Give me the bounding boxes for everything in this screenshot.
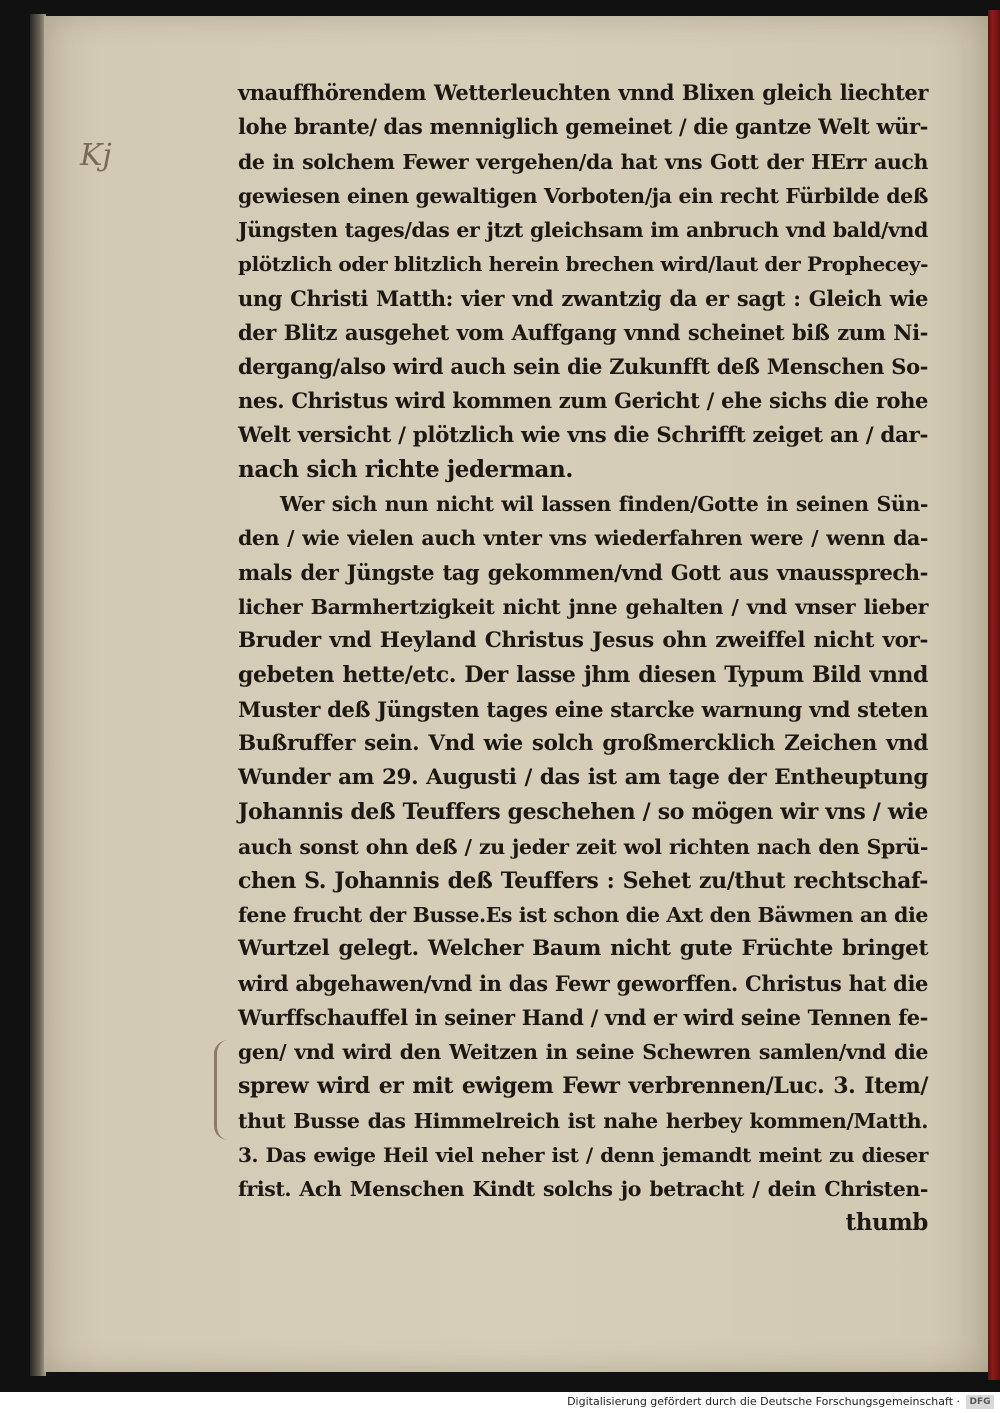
text-line: 3. Das ewige Heil viel neher ist / denn jemandt meint zu dieser (238, 1142, 928, 1167)
text-line: ung Christi Matth: vier vnd zwantzig da er sagt : Gleich wie (238, 285, 928, 311)
text-line: Wurtzel gelegt. Welcher Baum nicht gute Früchte bringet (238, 936, 928, 962)
footer-credit: Digitalisierung gefördert durch die Deutsche Forschungsgemeinschaft · (567, 1395, 960, 1408)
text-line: fene frucht der Busse.Es ist schon die Axt den Bäwmen an die (238, 903, 928, 927)
text-line: gewiesen einen gewaltigen Vorboten/ja ein recht Fürbilde deß (238, 183, 928, 208)
text-line: lohe brante/ das menniglich gemeinet / die gantze Welt wür- (238, 114, 928, 140)
text-line: Jüngsten tages/das er jtzt gleichsam im anbruch vnd bald/vnd (238, 218, 928, 242)
book-cover-edge (988, 10, 1000, 1380)
text-line: wird abgehawen/vnd in das Fewr geworffen. Christus hat die (238, 970, 928, 996)
text-line: Bruder vnd Heyland Christus Jesus ohn zweiffel nicht vor- (238, 628, 928, 653)
text-line: Wurffschauffel in seiner Hand / vnd er wird seine Tennen fe- (238, 1004, 928, 1030)
text-line: der Blitz ausgehet vom Auffgang vnnd scheinet biß zum Ni- (238, 319, 928, 345)
text-line: mals der Jüngste tag gekommen/vnd Gott aus vnaussprech- (238, 559, 928, 585)
footer-bar (0, 1392, 1000, 1413)
text-line: nach sich richte jederman. (238, 455, 573, 483)
text-line: Bußruffer sein. Vnd wie solch großmercklich Zeichen vnd (238, 730, 928, 756)
text-line: thut Busse das Himmelreich ist nahe herbey kommen/Matth. (238, 1108, 928, 1133)
text-line: Muster deß Jüngsten tages eine starcke warnung vnd steten (238, 696, 928, 722)
body-text (238, 76, 928, 1241)
text-line: Johannis deß Teuffers geschehen / so mögen wir vns / wie (238, 799, 928, 826)
margin-annotation: Kj (80, 138, 112, 173)
text-line: de in solchem Fewer vergehen/da hat vns Gott der HErr auch (238, 149, 928, 174)
text-line: Welt versicht / plötzlich wie vns die Schrifft zeiget an / dar- (238, 422, 928, 448)
margin-bracket (214, 1040, 231, 1140)
text-line: nes. Christus wird kommen zum Gericht / ehe sichs die rohe (238, 388, 928, 414)
text-line: dergang/also wird auch sein die Zukunfft deß Menschen So- (238, 354, 928, 379)
text-line: licher Barmhertzigkeit nicht jnne gehalten / vnd vnser lieber (238, 594, 928, 619)
text-line: gebeten hette/etc. Der lasse jhm diesen Typum Bild vnnd (238, 662, 928, 689)
text-line: gen/ vnd wird den Weitzen in seine Schewren samlen/vnd die (238, 1040, 928, 1064)
text-line: Wer sich nun nicht wil lassen finden/Gotte in seinen Sün- (280, 492, 928, 516)
text-line: sprew wird er mit ewigem Fewr verbrennen/Luc. 3. Item/ (238, 1073, 928, 1100)
text-line: thumb (845, 1209, 928, 1237)
text-line: Wunder am 29. Augusti / das ist am tage der Entheuptung (238, 765, 928, 790)
text-line: vnauffhörendem Wetterleuchten vnnd Blixen gleich liechter (238, 80, 928, 105)
text-line: plötzlich oder blitzlich herein brechen wird/laut der Prophecey- (238, 252, 928, 277)
text-line: chen S. Johannis deß Teuffers : Sehet zu/thut rechtschaf- (238, 867, 928, 894)
text-line: auch sonst ohn deß / zu jeder zeit wol richten nach den Sprü- (238, 834, 928, 859)
text-line: den / wie vielen auch vnter vns wiederfahren were / wenn da- (238, 526, 928, 551)
text-line: frist. Ach Menschen Kindt solchs jo betracht / dein Christen- (238, 1177, 928, 1201)
dfg-logo-icon: DFG (966, 1395, 994, 1409)
